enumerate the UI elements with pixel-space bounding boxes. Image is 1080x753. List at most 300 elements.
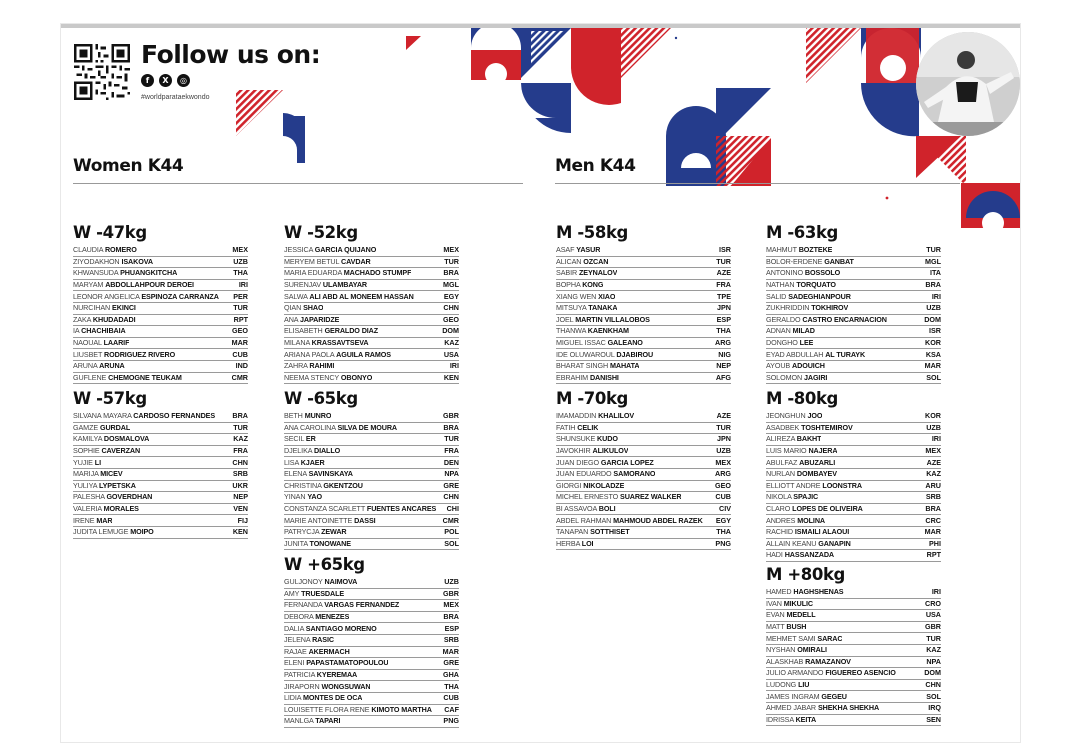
men-section-title: Men K44 — [555, 156, 636, 176]
country-code: JPN — [717, 303, 731, 313]
category-title: M +80kg — [766, 565, 845, 584]
athlete-row — [73, 291, 248, 303]
athlete-first-name: GIORGI — [556, 480, 582, 490]
athlete-last-name: SPAJIC — [793, 492, 819, 502]
athlete-first-name: LISA — [284, 457, 299, 467]
athlete-row — [284, 315, 459, 327]
country-code: SRB — [232, 469, 248, 479]
athlete-name — [556, 411, 634, 421]
country-code: ESP — [716, 314, 731, 324]
athlete-name — [284, 716, 340, 726]
athlete-row — [766, 703, 941, 715]
athlete-name — [766, 539, 851, 549]
athlete-last-name: KUDO — [597, 434, 618, 444]
athlete-name — [766, 350, 865, 360]
athlete-first-name: PALESHA — [73, 492, 105, 502]
athlete-last-name: MAR — [96, 515, 113, 525]
athlete-row — [284, 515, 459, 527]
athlete-name — [766, 257, 854, 267]
athlete-row — [284, 681, 459, 693]
athlete-row — [284, 670, 459, 682]
athlete-name — [284, 682, 370, 692]
athlete-last-name: HAGHSHENAS — [793, 587, 844, 597]
athlete-name — [284, 326, 378, 336]
athlete-name — [284, 361, 334, 371]
athlete-name — [73, 338, 129, 348]
country-code: GBR — [443, 588, 459, 598]
country-code: PER — [233, 291, 248, 301]
athlete-name — [284, 504, 436, 514]
athlete-first-name: CONSTANZA SCARLETT — [284, 504, 366, 514]
athlete-name — [766, 634, 842, 644]
athlete-first-name: IDRISSA — [766, 714, 794, 724]
category-title: M -70kg — [556, 389, 628, 408]
country-code: CIV — [719, 504, 731, 514]
athlete-row — [766, 691, 941, 703]
athlete-first-name: BHARAT SINGH — [556, 361, 609, 371]
athlete-first-name: ELENA — [284, 469, 307, 479]
athlete-last-name: AKERMACH — [308, 646, 350, 656]
athlete-name — [556, 423, 598, 433]
athlete-name — [73, 527, 154, 537]
athlete-first-name: THANWA — [556, 326, 586, 336]
country-code: CHI — [446, 504, 459, 514]
athlete-name — [766, 527, 849, 537]
athlete-first-name: JAVOKHIR — [556, 446, 591, 456]
athlete-first-name: MATT — [766, 622, 785, 632]
athlete-first-name: IDE OLUWAROUL — [556, 349, 615, 359]
country-code: KAZ — [926, 469, 941, 479]
athlete-first-name: JUAN DIEGO — [556, 457, 599, 467]
category-w-57kg — [73, 388, 248, 539]
athlete-row — [284, 411, 459, 423]
athlete-name — [284, 589, 344, 599]
athlete-row — [284, 361, 459, 373]
athlete-first-name: HERBA — [556, 538, 580, 548]
athlete-name — [556, 504, 616, 514]
athlete-name — [284, 539, 351, 549]
instagram-icon[interactable]: ◎ — [177, 74, 190, 87]
athlete-last-name: MOLINA — [797, 515, 826, 525]
athlete-first-name: QIAN — [284, 303, 302, 313]
athlete-name — [766, 434, 821, 444]
athlete-name — [284, 527, 347, 537]
athlete-last-name: KHALILOV — [598, 411, 635, 421]
athlete-name — [556, 315, 650, 325]
athlete-last-name: SHEKHA SHEKHA — [817, 703, 880, 713]
athlete-first-name: BOPHA — [556, 280, 581, 290]
country-code: EGY — [443, 291, 459, 301]
country-code: ARG — [715, 338, 731, 348]
athlete-name — [766, 492, 818, 502]
athlete-name — [284, 350, 391, 360]
athlete-row — [556, 326, 731, 338]
athlete-row — [766, 539, 941, 551]
country-code: KAZ — [233, 434, 248, 444]
country-code: GHA — [443, 670, 459, 680]
athlete-name — [766, 268, 840, 278]
athlete-last-name: ISAKOVA — [121, 256, 153, 266]
athlete-name — [766, 715, 816, 725]
country-code: TPE — [717, 291, 731, 301]
athlete-first-name: DJELIKA — [284, 446, 313, 456]
athlete-row — [284, 268, 459, 280]
athlete-last-name: ZEWAR — [321, 527, 347, 537]
athlete-name — [556, 373, 619, 383]
country-code: MEX — [232, 245, 248, 255]
athlete-name — [556, 292, 615, 302]
athlete-first-name: JUDITA LEMUGE — [73, 527, 129, 537]
country-code: THA — [716, 527, 731, 537]
athlete-row — [766, 373, 941, 385]
athlete-row — [556, 280, 731, 292]
athlete-name — [73, 326, 126, 336]
athlete-first-name: JOEL — [556, 314, 574, 324]
athlete-last-name: OMIRALI — [797, 645, 827, 655]
athlete-first-name: ZUKHRIDDIN — [766, 303, 810, 313]
athlete-name — [766, 587, 844, 597]
category-title: W +65kg — [284, 555, 365, 574]
country-code: ITA — [929, 268, 941, 278]
athlete-name — [556, 303, 617, 313]
country-code: CHN — [443, 492, 459, 502]
athlete-first-name: JUAN EDUARDO — [556, 469, 612, 479]
country-code: SOL — [926, 691, 941, 701]
athlete-last-name: DOMBAYEV — [796, 469, 837, 479]
athlete-last-name: GURDAL — [99, 422, 131, 432]
athlete-last-name: CELIK — [577, 422, 599, 432]
x-icon[interactable]: X — [159, 74, 172, 87]
athlete-last-name: MONTES DE OCA — [303, 693, 363, 703]
athlete-first-name: FERNANDA — [284, 600, 323, 610]
athlete-name — [766, 469, 837, 479]
athlete-last-name: MAHATA — [609, 361, 640, 371]
athlete-last-name: DOSMALOVA — [103, 434, 150, 444]
athlete-row — [766, 245, 941, 257]
country-code: BRA — [232, 411, 248, 421]
athlete-first-name: GUFLENE — [73, 372, 107, 382]
country-code: MEX — [443, 245, 459, 255]
country-code: UZB — [444, 577, 459, 587]
country-code: BRA — [925, 504, 941, 514]
athlete-row — [766, 599, 941, 611]
athlete-row — [766, 349, 941, 361]
athlete-row — [284, 373, 459, 385]
athlete-last-name: FIGUEREO ASENCIO — [825, 668, 896, 678]
country-code: KEN — [232, 527, 248, 537]
country-code: GEO — [443, 314, 459, 324]
athlete-row — [766, 504, 941, 516]
athlete-last-name: JAPARIDZE — [300, 314, 340, 324]
country-code: DOM — [924, 668, 941, 678]
athlete-row — [73, 326, 248, 338]
country-code: FRA — [444, 446, 459, 456]
athlete-row — [73, 411, 248, 423]
athlete-first-name: CHRISTINA — [284, 480, 322, 490]
athlete-name — [766, 373, 827, 383]
athlete-row — [556, 257, 731, 269]
country-code: UZB — [926, 303, 941, 313]
country-code: ESP — [444, 623, 459, 633]
athlete-first-name: NURLAN — [766, 469, 795, 479]
athlete-last-name: GEGEU — [821, 691, 847, 701]
athlete-last-name: HASSANZADA — [784, 550, 835, 560]
athlete-last-name: BOSSOLO — [804, 268, 841, 278]
athlete-last-name: GALEANO — [607, 338, 643, 348]
athlete-first-name: MARIJA — [73, 469, 99, 479]
athlete-first-name: JULIO ARMANDO — [766, 668, 824, 678]
country-code: PNG — [443, 716, 459, 726]
athlete-first-name: MEHMET SAMI — [766, 633, 816, 643]
athlete-first-name: ALIREZA — [766, 434, 795, 444]
athlete-name — [284, 492, 322, 502]
athlete-last-name: LOI — [581, 538, 594, 548]
country-code: IRI — [931, 434, 941, 444]
athlete-first-name: JELENA — [284, 635, 311, 645]
athlete-last-name: KHUDADADI — [92, 314, 136, 324]
athlete-last-name: LEE — [799, 338, 814, 348]
country-code: SEN — [926, 714, 941, 724]
athlete-row — [73, 268, 248, 280]
athlete-last-name: SAMORANO — [613, 469, 656, 479]
athlete-row — [284, 492, 459, 504]
athlete-first-name: JAMES INGRAM — [766, 691, 820, 701]
athlete-name — [556, 516, 703, 526]
country-code: BRA — [443, 268, 459, 278]
athlete-row — [766, 527, 941, 539]
athlete-first-name: ARIANA PAOLA — [284, 349, 335, 359]
athlete-name — [556, 539, 593, 549]
country-code: BRA — [443, 422, 459, 432]
country-code: ISR — [929, 326, 941, 336]
athlete-row — [766, 469, 941, 481]
athlete-last-name: ALIKULOV — [592, 446, 629, 456]
athlete-first-name: EYAD ABDULLAH — [766, 349, 824, 359]
athlete-last-name: KYEREMAA — [316, 670, 358, 680]
athlete-last-name: TAPARI — [315, 716, 341, 726]
athlete-last-name: FUENTES ANCARES — [366, 504, 437, 514]
athlete-row — [556, 504, 731, 516]
athlete-row — [284, 291, 459, 303]
country-code: TUR — [233, 303, 248, 313]
athlete-name — [766, 645, 827, 655]
athlete-last-name: KIMOTO MARTHA — [371, 704, 432, 714]
athlete-first-name: AHMED JABAR — [766, 703, 817, 713]
athlete-first-name: HADI — [766, 550, 783, 560]
country-code: MGL — [443, 280, 459, 290]
follow-us-title: Follow us on: — [141, 40, 321, 69]
country-code: AFG — [715, 372, 731, 382]
athlete-first-name: ZAHRA — [284, 361, 308, 371]
athlete-name — [73, 280, 194, 290]
athlete-row — [284, 245, 459, 257]
athlete-name — [556, 527, 630, 537]
athlete-name — [73, 516, 112, 526]
athlete-row — [73, 504, 248, 516]
facebook-icon[interactable]: f — [141, 74, 154, 87]
athlete-row — [284, 349, 459, 361]
athlete-last-name: MOIPO — [130, 527, 154, 537]
country-code: MEX — [925, 446, 941, 456]
athlete-last-name: ROMERO — [104, 245, 137, 255]
athlete-row — [556, 446, 731, 458]
athlete-row — [284, 446, 459, 458]
athlete-last-name: KRASSAVTSEVA — [311, 338, 369, 348]
athlete-first-name: JEONGHUN — [766, 411, 806, 421]
athlete-name — [284, 315, 339, 325]
athlete-name — [284, 647, 350, 657]
country-code: UZB — [926, 422, 941, 432]
athlete-last-name: WONGSUWAN — [321, 681, 371, 691]
country-code: GBR — [925, 622, 941, 632]
athlete-row — [766, 434, 941, 446]
athlete-name — [284, 705, 432, 715]
athlete-row — [766, 446, 941, 458]
athlete-last-name: VARGAS FERNANDEZ — [324, 600, 400, 610]
athlete-row — [556, 349, 731, 361]
athlete-last-name: AGUILA RAMOS — [336, 349, 391, 359]
country-code: AZE — [926, 457, 941, 467]
athlete-last-name: MEDELL — [786, 610, 816, 620]
country-code: IND — [235, 361, 248, 371]
athlete-last-name: ARUNA — [99, 361, 125, 371]
athlete-last-name: CHEMOGNE TEUKAM — [108, 372, 182, 382]
athlete-name — [284, 280, 367, 290]
country-code: TUR — [716, 422, 731, 432]
athlete-name — [284, 600, 399, 610]
athlete-first-name: YINAN — [284, 492, 306, 502]
athlete-first-name: IRENE — [73, 515, 95, 525]
athlete-name — [284, 303, 323, 313]
category-title: W -47kg — [73, 223, 147, 242]
category-w-52kg — [284, 222, 459, 384]
women-section-divider — [73, 183, 523, 184]
country-code: MGL — [925, 256, 941, 266]
athlete-first-name: ADNAN — [766, 326, 791, 336]
category-title: W -57kg — [73, 389, 147, 408]
athlete-name — [284, 635, 334, 645]
athlete-last-name: XIAO — [598, 291, 616, 301]
athlete-last-name: LOONSTRA — [822, 480, 862, 490]
athlete-last-name: RODRIGUEZ RIVERO — [104, 349, 176, 359]
athlete-name — [766, 338, 813, 348]
country-code: DOM — [442, 326, 459, 336]
country-code: CMR — [231, 372, 248, 382]
athlete-row — [284, 280, 459, 292]
athlete-row — [766, 645, 941, 657]
athlete-last-name: ESPINOZA CARRANZA — [141, 291, 219, 301]
athlete-name — [766, 550, 834, 560]
athlete-last-name: NAIMOVA — [324, 577, 358, 587]
country-code: CHN — [925, 680, 941, 690]
athlete-row — [556, 411, 731, 423]
athlete-first-name: PATRICIA — [284, 670, 315, 680]
athlete-name — [766, 315, 887, 325]
country-code: TUR — [926, 633, 941, 643]
country-code: ARU — [925, 480, 941, 490]
athlete-last-name: MILAD — [792, 326, 815, 336]
athlete-row — [766, 326, 941, 338]
athlete-row — [766, 280, 941, 292]
country-code: FRA — [716, 280, 731, 290]
athlete-name — [284, 434, 316, 444]
athlete-row — [556, 457, 731, 469]
athlete-row — [73, 338, 248, 350]
athlete-last-name: RAMAZANOV — [805, 656, 851, 666]
athlete-last-name: TONOWANE — [309, 538, 351, 548]
country-code: GRE — [443, 480, 459, 490]
athlete-first-name: SABIR — [556, 268, 578, 278]
country-code: THA — [716, 326, 731, 336]
athlete-first-name: LIUSBET — [73, 349, 103, 359]
athlete-last-name: RAHIMI — [309, 361, 335, 371]
country-code: AZE — [716, 268, 731, 278]
athlete-last-name: LOPES DE OLIVEIRA — [792, 504, 863, 514]
athlete-name — [766, 326, 815, 336]
athlete-row — [284, 434, 459, 446]
athlete-row — [766, 257, 941, 269]
athlete-last-name: CASTRO ENCARNACION — [802, 314, 887, 324]
athlete-last-name: NIKOLADZE — [583, 480, 625, 490]
country-code: NEP — [233, 492, 248, 502]
athlete-first-name: NATHAN — [766, 280, 795, 290]
men-section-divider — [555, 183, 960, 184]
athlete-row — [73, 492, 248, 504]
country-code: GBR — [443, 411, 459, 421]
athlete-first-name: VALERIA — [73, 504, 102, 514]
athlete-first-name: ANA CAROLINA — [284, 422, 336, 432]
qr-code[interactable] — [74, 44, 130, 100]
athlete-first-name: NEEMA STENCY — [284, 372, 339, 382]
athlete-row — [284, 705, 459, 717]
athlete-row — [284, 577, 459, 589]
athlete-first-name: JIRAPORN — [284, 681, 320, 691]
country-code: POL — [444, 527, 459, 537]
athlete-first-name: ASAF — [556, 245, 575, 255]
athlete-first-name: MERYEM BETUL — [284, 256, 340, 266]
athlete-name — [73, 268, 177, 278]
country-code: CHN — [232, 457, 248, 467]
athlete-name — [73, 423, 130, 433]
category-m-plus80kg — [766, 564, 941, 726]
country-code: CRO — [925, 598, 941, 608]
country-code: FRA — [233, 446, 248, 456]
athlete-first-name: SHUNSUKE — [556, 434, 596, 444]
athlete-first-name: CLAUDIA — [73, 245, 104, 255]
country-code: KAZ — [926, 645, 941, 655]
athlete-name — [556, 350, 653, 360]
athlete-last-name: SHAO — [303, 303, 324, 313]
country-code: ARG — [715, 469, 731, 479]
athlete-name — [73, 350, 175, 360]
athlete-name — [766, 245, 832, 255]
athlete-last-name: JAGIRI — [803, 372, 828, 382]
athlete-row — [766, 457, 941, 469]
athlete-row — [556, 268, 731, 280]
athlete-row — [556, 515, 731, 527]
athlete-row — [766, 515, 941, 527]
athlete-first-name: ELENI — [284, 658, 305, 668]
athlete-first-name: ANDRES — [766, 515, 796, 525]
country-code: THA — [233, 268, 248, 278]
athlete-last-name: GARCIA QUIJANO — [314, 245, 377, 255]
athlete-name — [766, 516, 825, 526]
athlete-last-name: YAO — [307, 492, 322, 502]
athlete-first-name: KAMILYA — [73, 434, 102, 444]
athlete-first-name: DALIA — [284, 623, 304, 633]
athlete-first-name: GAMZE — [73, 422, 99, 432]
athlete-last-name: PAPASTAMATOPOULOU — [306, 658, 389, 668]
